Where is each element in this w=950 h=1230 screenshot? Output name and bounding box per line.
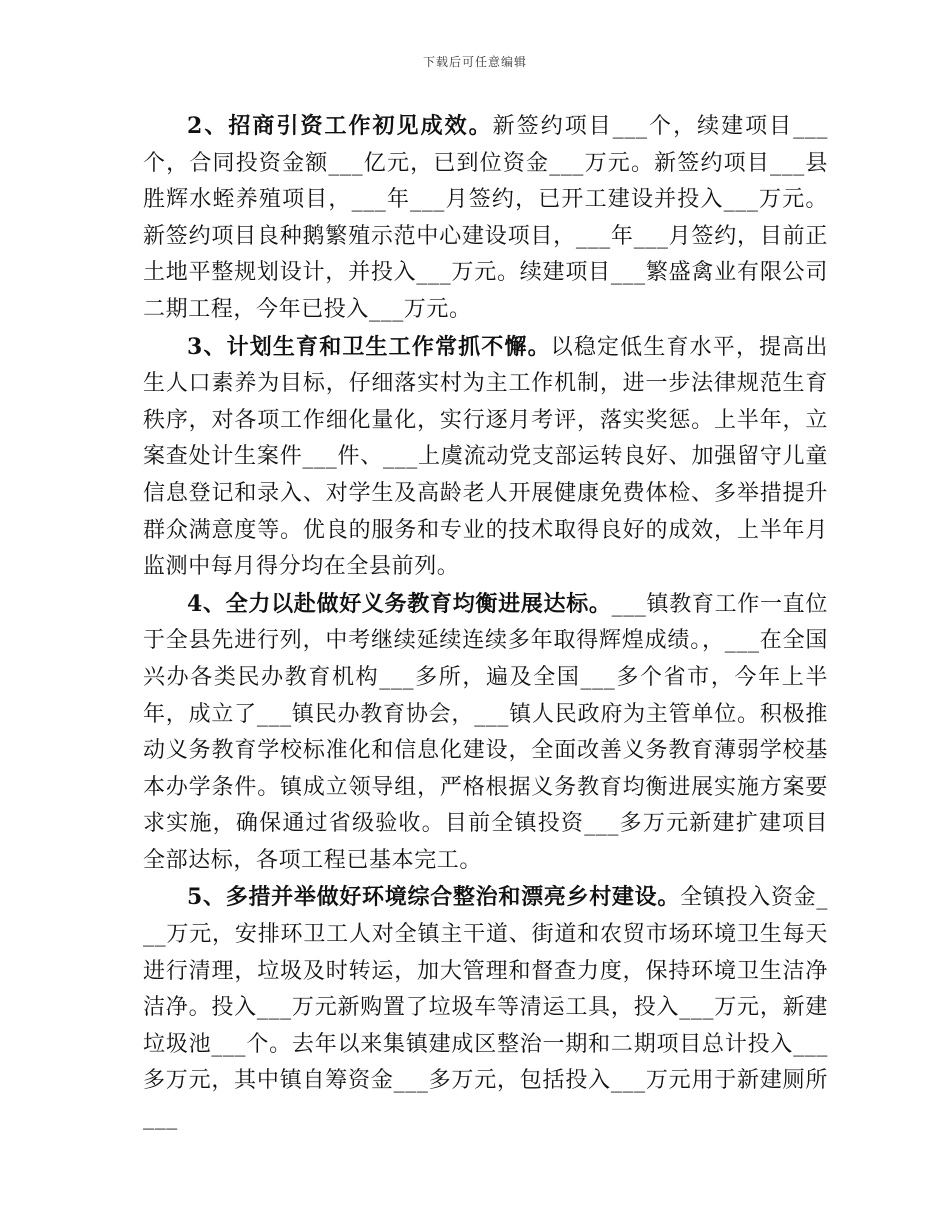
paragraph-family-planning bbox=[143, 329, 828, 586]
paragraph-heading: 4、全力以赴做好义务教育均衡进展达标。 bbox=[187, 590, 612, 617]
paragraph-heading: 5、多措并举做好环境综合整治和漂亮乡村建设。 bbox=[187, 884, 681, 911]
paragraph-text: 新签约项目___个，续建项目___个，合同投资金额___亿元，已到位资金___万元。新签约项目___县胜辉水蛭养殖项目，___年___月签约，已开工建设并投入___万元。新签约项目良种鹅繁殖示范中心建设项目，___年___月签约，目前正土地平整规划设计，并投入___万元。续建项目___繁盛禽业有限公司二期工程，今年已投入___万元。 bbox=[143, 114, 829, 322]
paragraph-heading: 2、招商引资工作初见成效。 bbox=[187, 113, 493, 139]
paragraph-text: 以稳定低生育水平，提高出生人口素养为目标，仔细落实村为主工作机制，进一步法律规范生育秩序，对各项工作细化量化，实行逐月考评，落实奖惩。上半年，立案查处计生案件___件、___上虞流动党支部运转良好、加强留守儿童信息登记和录入、对学生及高龄老人开展健康免费体检、多举措提升群众满意度等。优良的服务和专业的技术取得良好的成效，上半年月监测中每月得分均在全县前列。 bbox=[143, 334, 828, 580]
paragraph-text: ___镇教育工作一直位于全县先进行列，中考继续延续连续多年取得辉煌成绩。，___在全国兴办各类民办教育机构___多所，遍及全国___多个省市，今年上半年，成立了___镇民办教育协会，___镇人民政府为主管单位。积极推动义务教育学校标准化和信息化建设，全面改善义务教育薄弱学校基本办学条件。镇成立领导组，严格根据义务教育均衡进展实施方案要求实施，确保通过省级验收。目前全镇投资___多万元新建扩建项目全部达标，各项工程已基本完工。 bbox=[143, 591, 828, 873]
paragraph-heading: 3、计划生育和卫生工作常抓不懈。 bbox=[187, 333, 551, 360]
paragraph-education bbox=[143, 586, 828, 880]
document-body bbox=[143, 108, 828, 1137]
paragraph-investment bbox=[143, 108, 828, 329]
header-note: 下载后可任意编辑 bbox=[422, 55, 527, 69]
paragraph-text: 全镇投入资金___万元，安排环卫工人对全镇主干道、街道和农贸市场环境卫生每天进行清理，垃圾及时转运，加大管理和督查力度，保持环境卫生洁净洁净。投入___万元新购置了垃圾车等清运工具，投入___万元，新建垃圾池___个。去年以来集镇建成区整治一期和二期项目总计投入___多万元，其中镇自筹资金___多万元，包括投入___万元用于新建厕所___ bbox=[143, 885, 828, 1131]
paragraph-environment bbox=[143, 879, 828, 1136]
